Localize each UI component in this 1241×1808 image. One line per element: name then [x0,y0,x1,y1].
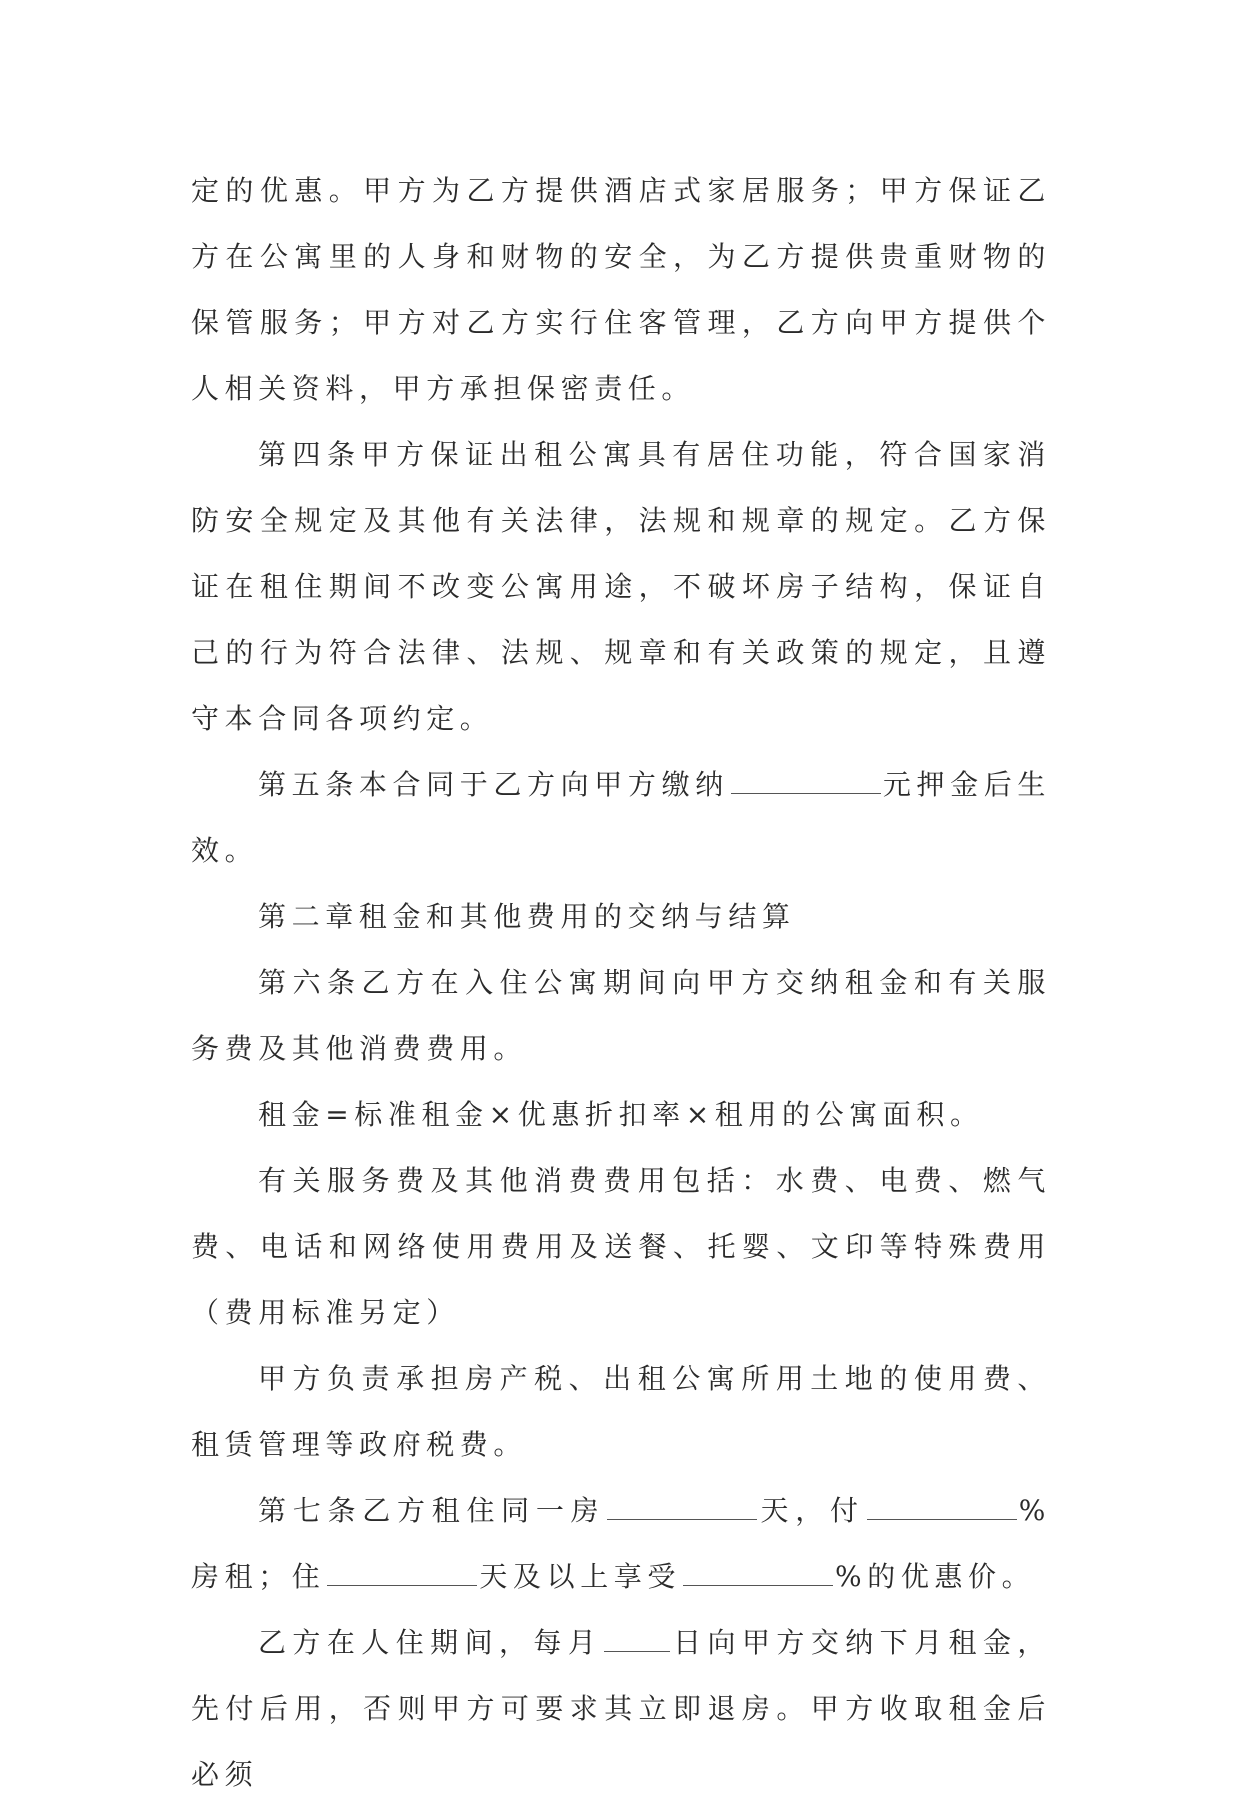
paragraph-monthly-payment [191,1610,1051,1808]
paragraph-text: 天，付 [759,1494,865,1527]
payment-day-blank[interactable] [604,1625,670,1652]
paragraph-text: %的优惠价。 [835,1560,1036,1593]
paragraph-article-6 [191,950,1051,1082]
paragraph-text: %房租；住 [191,1494,1051,1593]
paragraph-text: 乙方在人住期间，每月 [258,1626,603,1659]
paragraph-article-7 [191,1478,1051,1610]
heading-text: 第二章租金和其他费用的交纳与结算 [258,900,796,933]
paragraph-text: 日向甲方交纳下月租金，先付后用，否则甲方可要求其立即退房。甲方收取租金后必须 [191,1626,1051,1791]
min-days-blank[interactable] [327,1559,477,1586]
paragraph-text: 元押金后生效。 [191,768,1051,867]
paragraph-text: 租金=标准租金×优惠折扣率×租用的公寓面积。 [258,1098,984,1131]
paragraph-text: 第五条本合同于乙方向甲方缴纳 [258,768,729,801]
paragraph-taxes [191,1346,1051,1478]
chapter-2-heading [191,884,1051,950]
stay-days-blank[interactable] [607,1493,757,1520]
paragraph-discount-services [191,158,1051,422]
paragraph-article-4 [191,422,1051,752]
discount-percent-blank[interactable] [683,1559,833,1586]
paragraph-rent-formula [191,1082,1051,1148]
paragraph-text: 第七条乙方租住同一房 [258,1494,606,1527]
paragraph-text: 第六条乙方在入住公寓期间向甲方交纳租金和有关服务费及其他消费费用。 [191,966,1051,1065]
paragraph-article-5 [191,752,1051,884]
deposit-amount-blank[interactable] [731,767,881,794]
document-page [191,158,1051,1808]
rent-percent-blank[interactable] [867,1493,1017,1520]
paragraph-text: 第四条甲方保证出租公寓具有居住功能，符合国家消防安全规定及其他有关法律，法规和规章的规定。乙方保证在租住期间不改变公寓用途，不破坏房子结构，保证自己的行为符合法律、法规、规章和有关政策的规定，且遵守本合同各项约定。 [191,438,1051,735]
paragraph-text: 天及以上享受 [479,1560,682,1593]
paragraph-service-fees [191,1148,1051,1346]
paragraph-text: 定的优惠。甲方为乙方提供酒店式家居服务；甲方保证乙方在公寓里的人身和财物的安全，为乙方提供贵重财物的保管服务；甲方对乙方实行住客管理，乙方向甲方提供个人相关资料，甲方承担保密责任。 [191,174,1051,405]
paragraph-text: 甲方负责承担房产税、出租公寓所用土地的使用费、租赁管理等政府税费。 [191,1362,1051,1461]
paragraph-text: 有关服务费及其他消费费用包括：水费、电费、燃气费、电话和网络使用费用及送餐、托婴、文印等特殊费用（费用标准另定） [191,1164,1051,1329]
